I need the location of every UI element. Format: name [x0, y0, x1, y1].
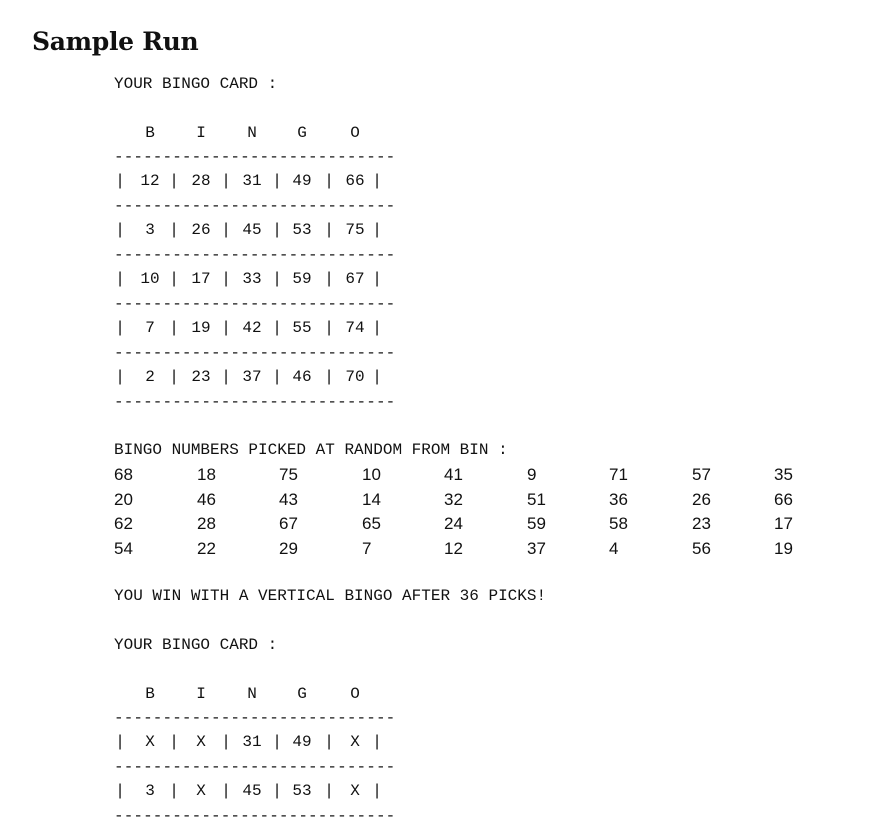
card-cell: 12 — [140, 172, 160, 190]
card-cell-marked: X — [350, 733, 360, 751]
picked-number: 20 — [114, 489, 133, 509]
card-cell: 53 — [292, 782, 312, 800]
card-header-letter: G — [297, 124, 307, 142]
cell-separator: | — [169, 368, 179, 386]
cell-separator: | — [324, 368, 334, 386]
cell-separator: | — [372, 221, 382, 239]
picked-number: 59 — [527, 514, 546, 533]
picked-number: 29 — [279, 538, 298, 558]
cell-separator: | — [272, 221, 282, 239]
card-header-letter: G — [297, 685, 307, 703]
card-cell: 75 — [345, 221, 365, 239]
picked-number: 7 — [362, 538, 372, 558]
card-header-letter: I — [196, 685, 206, 703]
card-cell: 10 — [140, 270, 160, 288]
card-header-letter: I — [196, 124, 206, 142]
card-cell: 23 — [191, 368, 211, 386]
card-header-letter: B — [145, 124, 155, 142]
card-cell: 59 — [292, 270, 312, 288]
picked-number: 14 — [362, 489, 381, 509]
cell-separator: | — [324, 221, 334, 239]
card-label: YOUR BINGO CARD : — [114, 75, 278, 93]
picked-number: 35 — [774, 465, 793, 484]
picked-number: 57 — [692, 465, 711, 484]
cell-separator: | — [169, 733, 179, 751]
picked-number: 65 — [362, 514, 381, 533]
card-divider: ----------------------------- — [114, 246, 396, 264]
cell-separator: | — [115, 368, 125, 386]
cell-separator: | — [221, 172, 231, 190]
card-divider: ----------------------------- — [114, 344, 396, 362]
cell-separator: | — [115, 221, 125, 239]
picked-number: 17 — [774, 514, 793, 533]
picked-number: 62 — [114, 514, 133, 533]
card-divider: ----------------------------- — [114, 393, 396, 411]
picked-number: 71 — [609, 465, 628, 484]
cell-separator: | — [372, 319, 382, 337]
card-header-letter: N — [247, 685, 257, 703]
picked-number: 56 — [692, 538, 711, 558]
picked-number: 4 — [609, 538, 619, 558]
card-label: YOUR BINGO CARD : — [114, 636, 278, 654]
picked-number: 46 — [197, 489, 216, 509]
card-cell: 49 — [292, 733, 312, 751]
section-heading: Sample Run — [32, 27, 199, 56]
card-cell: 3 — [145, 221, 155, 239]
card-divider: ----------------------------- — [114, 758, 396, 776]
cell-separator: | — [272, 270, 282, 288]
cell-separator: | — [324, 782, 334, 800]
cell-separator: | — [372, 270, 382, 288]
picked-number: 10 — [362, 465, 381, 484]
card-cell: 49 — [292, 172, 312, 190]
picked-number: 19 — [774, 538, 793, 558]
picked-number: 41 — [444, 465, 463, 484]
picked-number: 58 — [609, 514, 628, 533]
picked-number: 28 — [197, 514, 216, 533]
cell-separator: | — [272, 172, 282, 190]
card-cell: 42 — [242, 319, 262, 337]
card-divider: ----------------------------- — [114, 148, 396, 166]
cell-separator: | — [372, 172, 382, 190]
card-cell: 74 — [345, 319, 365, 337]
cell-separator: | — [221, 782, 231, 800]
picked-number: 66 — [774, 489, 793, 509]
picked-number: 22 — [197, 538, 216, 558]
picked-number: 75 — [279, 465, 298, 484]
card-cell: 28 — [191, 172, 211, 190]
card-cell: 31 — [242, 733, 262, 751]
card-header-letter: B — [145, 685, 155, 703]
cell-separator: | — [169, 221, 179, 239]
card-divider: ----------------------------- — [114, 709, 396, 727]
cell-separator: | — [221, 270, 231, 288]
picked-number: 32 — [444, 489, 463, 509]
picked-number: 9 — [527, 465, 537, 484]
picked-number: 54 — [114, 538, 133, 558]
card-cell: 33 — [242, 270, 262, 288]
picked-number: 36 — [609, 489, 628, 509]
picked-number: 67 — [279, 514, 298, 533]
picked-number: 24 — [444, 514, 463, 533]
picked-number: 51 — [527, 489, 546, 509]
cell-separator: | — [221, 221, 231, 239]
card-header-letter: O — [350, 685, 360, 703]
picked-number: 37 — [527, 538, 546, 558]
card-cell: 53 — [292, 221, 312, 239]
picked-number: 12 — [444, 538, 463, 558]
cell-separator: | — [372, 782, 382, 800]
card-cell: 55 — [292, 319, 312, 337]
cell-separator: | — [221, 368, 231, 386]
card-cell: 19 — [191, 319, 211, 337]
card-cell-marked: X — [145, 733, 155, 751]
card-header-letter: O — [350, 124, 360, 142]
card-cell: 3 — [145, 782, 155, 800]
card-cell: 70 — [345, 368, 365, 386]
card-cell: 45 — [242, 782, 262, 800]
card-divider: ----------------------------- — [114, 197, 396, 215]
card-cell: 45 — [242, 221, 262, 239]
cell-separator: | — [115, 172, 125, 190]
card-cell: 2 — [145, 368, 155, 386]
cell-separator: | — [272, 368, 282, 386]
cell-separator: | — [221, 733, 231, 751]
picked-number: 23 — [692, 514, 711, 533]
card-divider: ----------------------------- — [114, 295, 396, 313]
card-cell: 26 — [191, 221, 211, 239]
cell-separator: | — [115, 782, 125, 800]
win-message: YOU WIN WITH A VERTICAL BINGO AFTER 36 PICKS! — [114, 587, 547, 605]
cell-separator: | — [115, 733, 125, 751]
cell-separator: | — [272, 733, 282, 751]
cell-separator: | — [115, 319, 125, 337]
cell-separator: | — [221, 319, 231, 337]
cell-separator: | — [272, 319, 282, 337]
cell-separator: | — [324, 319, 334, 337]
cell-separator: | — [115, 270, 125, 288]
cell-separator: | — [372, 733, 382, 751]
cell-separator: | — [169, 782, 179, 800]
cell-separator: | — [324, 172, 334, 190]
card-cell: 66 — [345, 172, 365, 190]
cell-separator: | — [324, 270, 334, 288]
picked-numbers-label: BINGO NUMBERS PICKED AT RANDOM FROM BIN : — [114, 441, 508, 459]
cell-separator: | — [324, 733, 334, 751]
card-cell-marked: X — [196, 782, 206, 800]
cell-separator: | — [169, 172, 179, 190]
card-cell: 67 — [345, 270, 365, 288]
card-cell: 46 — [292, 368, 312, 386]
picked-number: 18 — [197, 465, 216, 484]
cell-separator: | — [372, 368, 382, 386]
cell-separator: | — [169, 319, 179, 337]
card-divider: ----------------------------- — [114, 807, 396, 825]
picked-number: 68 — [114, 465, 133, 484]
cell-separator: | — [169, 270, 179, 288]
card-header-letter: N — [247, 124, 257, 142]
cell-separator: | — [272, 782, 282, 800]
card-cell: 7 — [145, 319, 155, 337]
card-cell: 31 — [242, 172, 262, 190]
picked-number: 26 — [692, 489, 711, 509]
picked-number: 43 — [279, 489, 298, 509]
card-cell-marked: X — [350, 782, 360, 800]
card-cell: 37 — [242, 368, 262, 386]
card-cell-marked: X — [196, 733, 206, 751]
card-cell: 17 — [191, 270, 211, 288]
